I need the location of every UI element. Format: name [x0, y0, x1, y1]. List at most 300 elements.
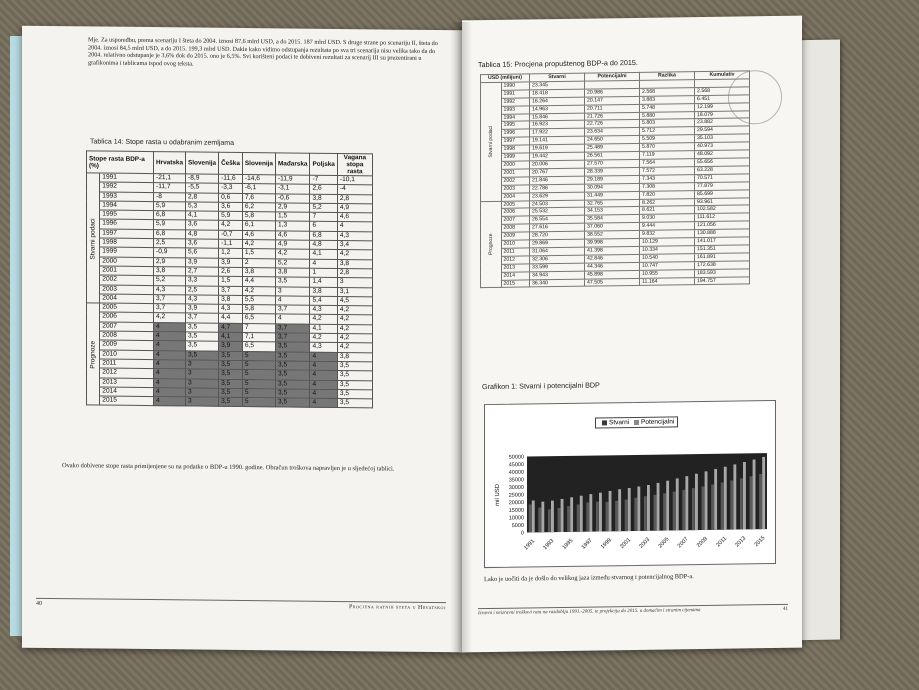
table-cell: -0,7: [219, 230, 243, 240]
table-cell: 3,7: [275, 324, 310, 334]
table-cell: 3,5: [275, 370, 310, 380]
table-cell: 7.308: [640, 182, 695, 191]
table-cell: 6,1: [242, 221, 275, 231]
table-cell: 5: [242, 398, 275, 408]
table-cell: 4: [310, 370, 337, 380]
table-cell: 3,8: [154, 267, 186, 277]
table-cell: 6: [310, 222, 337, 232]
table-cell: 5: [242, 351, 275, 361]
table-cell: 4,3: [337, 231, 372, 241]
table-cell: 2009: [100, 340, 154, 350]
table-cell: 20.711: [585, 104, 640, 113]
table-cell: 3,3: [186, 276, 219, 286]
legend-label-actual: Stvarni: [609, 419, 630, 427]
table-cell: 18.079: [695, 110, 750, 119]
table-cell: 6,8: [154, 211, 186, 221]
table-cell: 36.340: [530, 279, 585, 288]
table-cell: 4,4: [242, 277, 275, 287]
table-cell: 2009: [501, 232, 530, 240]
table-cell: 7.820: [640, 190, 695, 199]
table-cell: 4,2: [310, 315, 337, 325]
table-cell: -7: [310, 175, 337, 185]
table-cell: 9.832: [640, 230, 695, 239]
table-cell: 2014: [501, 272, 530, 280]
table-header-cell: Slovenija: [242, 153, 275, 175]
table-cell: 151.351: [695, 245, 750, 254]
table-cell: 3: [186, 378, 219, 388]
table-cell: 1991: [100, 173, 154, 183]
bar-actual: [644, 496, 647, 531]
table-cell: 25.489: [585, 144, 640, 153]
table-cell: 2,8: [186, 193, 219, 203]
table-cell: 3,7: [186, 313, 219, 323]
y-tick-label: 30000: [508, 484, 524, 492]
table-cell: 5.509: [640, 135, 695, 144]
table-cell: 2,7: [186, 267, 219, 277]
table-cell: 10.747: [640, 261, 695, 270]
table-cell: 7.572: [640, 167, 695, 176]
table-cell: -10,1: [337, 175, 372, 185]
table-cell: 6.451: [695, 95, 750, 104]
table-cell: 194.757: [695, 276, 750, 285]
table-cell: 5: [242, 379, 275, 389]
table-cell: 5,4: [310, 296, 337, 306]
intro-paragraph: Mje. Za uspoređbu, prema scenariju I šteta do 2004. iznosi 87,6 mlrd USD, a do 2015. 187 mlrd USD. S druge strane po scenariju II, šteta do 2004. iznosi 84,5 mlrd USD, a do 2015. 199,3 mlrd USD. Dakle kako vidimo odstupanja rezultata po sva tri scenarija nisu velika tako da do 2004. relativno odstupanje je 3,6% dok do 2015. ono je 6,5%. Svi korišteni podaci te dobiveni rezultati za scenarij III su prezentirani u grafikonima i tablicama ispod ovog teksta.: [88, 36, 438, 68]
bar-potential: [724, 467, 727, 530]
table-cell: 2008: [100, 331, 154, 341]
table-cell: 4,2: [337, 315, 372, 325]
table-cell: 5: [242, 360, 275, 370]
table-cell: 20.147: [585, 96, 640, 105]
x-tick-label: 1995: [561, 537, 575, 551]
table-15-caption: Tablica 15: Procjena propuštenog BDP-a do 2015.: [478, 57, 638, 70]
page-number-right: 41: [783, 606, 788, 612]
table-cell: -14,6: [242, 175, 275, 185]
table-cell: 3,5: [219, 351, 243, 361]
running-title: Procjena ratnih šteta u Hrvatskoj: [348, 604, 446, 612]
table-cell: 3,1: [337, 287, 372, 297]
table-cell: 183.593: [695, 269, 750, 278]
table-cell: 3: [337, 278, 372, 288]
table-cell: 6,8: [310, 231, 337, 241]
table-cell: 7,6: [242, 193, 275, 203]
table-cell: 3,9: [219, 258, 243, 268]
y-tick-label: 45000: [508, 462, 524, 469]
table-cell: 37.060: [585, 223, 640, 232]
table-cell: 4,2: [275, 249, 310, 259]
table-cell: 5,2: [310, 203, 337, 213]
table-cell: 1995: [501, 121, 530, 129]
table-cell: 2010: [501, 240, 530, 248]
table-cell: 3,5: [219, 360, 243, 370]
table-cell: 5.870: [640, 143, 695, 152]
table-cell: 4,2: [337, 306, 372, 316]
bar-potential: [580, 496, 583, 532]
table-cell: 3,8: [219, 295, 243, 305]
group-label-forecast: Prognoze: [481, 201, 502, 288]
bar-potential: [628, 488, 631, 531]
table-cell: 4,9: [275, 240, 310, 250]
table-cell: 4,2: [337, 324, 372, 334]
bar-actual: [750, 476, 753, 529]
table-cell: 48.092: [695, 150, 750, 159]
table-cell: 22.786: [530, 184, 585, 193]
table-cell: 28.720: [530, 231, 585, 240]
group-label-actual: Stvarni podaci: [481, 82, 502, 201]
table-cell: 21.726: [585, 112, 640, 121]
table-cell: 2,6: [310, 185, 337, 195]
growth-rates-table: [86, 150, 373, 408]
x-tick-label: 1997: [580, 537, 594, 551]
table-cell: 3,5: [186, 323, 219, 333]
table-cell: 7.564: [640, 159, 695, 168]
table-cell: 4: [275, 314, 310, 324]
table-cell: 3,8: [275, 268, 310, 278]
table-cell: 3,5: [186, 341, 219, 351]
table-cell: 4,3: [310, 343, 337, 353]
table-cell: 4,5: [337, 296, 372, 306]
x-tick-label: 2009: [695, 535, 709, 549]
table-cell: 3,8: [310, 287, 337, 297]
table-cell: 4,2: [154, 313, 186, 323]
table-cell: 5: [242, 370, 275, 380]
table-cell: 1995: [100, 210, 154, 220]
table-cell: 4,6: [275, 231, 310, 241]
table-cell: 23.629: [530, 192, 585, 201]
bar-actual: [663, 493, 666, 530]
table-cell: 47.505: [585, 278, 640, 287]
table-cell: 2001: [100, 266, 154, 276]
table-cell: 3,5: [337, 371, 372, 381]
table-cell: 5.712: [640, 127, 695, 136]
table-cell: 2005: [100, 303, 154, 313]
table-cell: -0,9: [154, 248, 186, 258]
table-cell: 3.883: [640, 95, 695, 104]
table-cell: 4,1: [310, 324, 337, 334]
table-cell: 26.561: [585, 151, 640, 160]
table-cell: 121.056: [695, 221, 750, 230]
table-cell: 2000: [100, 257, 154, 267]
table-cell: 2,5: [154, 239, 186, 249]
bar-actual: [606, 502, 609, 532]
table-cell: 18.418: [530, 89, 585, 98]
x-tick-label: 2011: [715, 535, 729, 549]
table-cell: 20.006: [530, 160, 585, 169]
table-cell: 1996: [501, 129, 530, 137]
table-cell: 77.879: [695, 182, 750, 191]
table-cell: 3,6: [186, 220, 219, 230]
bar-actual: [759, 474, 762, 529]
table-cell: 4,6: [242, 230, 275, 240]
table-cell: 4,2: [242, 240, 275, 250]
table-cell: 3,5: [337, 380, 372, 390]
table-cell: -5,5: [186, 183, 219, 193]
table-cell: 2.568: [695, 87, 750, 96]
table-cell: 1992: [501, 98, 530, 106]
table-cell: 6,8: [154, 229, 186, 239]
table-cell: 4: [310, 259, 337, 269]
bar-potential: [695, 474, 698, 530]
table-cell: -3,3: [219, 184, 243, 194]
bar-actual: [711, 484, 714, 529]
table-cell: 4,3: [186, 295, 219, 305]
table-cell: 3,5: [275, 398, 310, 408]
table-header-cell: Hrvatska: [154, 152, 186, 174]
table-cell: 34.943: [530, 271, 585, 280]
table-cell: 2004: [501, 193, 530, 201]
table-cell: 1991: [501, 90, 530, 98]
table-cell: 11.164: [640, 277, 695, 286]
table-cell: 3,7: [219, 286, 243, 296]
table-cell: 3: [186, 360, 219, 370]
bar-actual: [558, 508, 561, 532]
table-header-cell: Stope rasta BDP-a (%): [87, 151, 154, 174]
table-cell: 4: [310, 398, 337, 408]
x-tick-label: 1993: [542, 538, 556, 552]
bar-potential: [705, 471, 708, 530]
table-cell: 7.119: [640, 151, 695, 160]
bar-actual: [567, 506, 570, 532]
table-cell: 4,6: [337, 213, 372, 223]
table-cell: 3,5: [275, 342, 310, 352]
table-cell: 4: [337, 222, 372, 232]
table-cell: 4,3: [154, 285, 186, 295]
table-cell: 3,5: [219, 397, 243, 407]
table-cell: 4,2: [242, 286, 275, 296]
table-cell: 4: [154, 360, 186, 370]
table-cell: 2012: [100, 368, 154, 378]
table-cell: 3: [186, 397, 219, 407]
y-axis-label: mil USD: [495, 483, 501, 506]
table-header-cell: Vagana stopa rasta: [337, 153, 372, 175]
table-cell: 4: [154, 397, 186, 407]
x-tick-label: 2015: [753, 535, 767, 549]
bar-actual: [538, 508, 541, 533]
table-cell: 2008: [501, 224, 530, 232]
table-row: [87, 396, 373, 408]
table-cell: 44.346: [585, 262, 640, 271]
table-cell: 3,5: [275, 277, 310, 287]
table-cell: 5,3: [186, 202, 219, 212]
table-cell: 23.345: [530, 81, 585, 90]
table-cell: 14.963: [530, 105, 585, 114]
table-cell: 7: [310, 212, 337, 222]
bar-actual: [625, 499, 628, 531]
table-cell: 4: [310, 389, 337, 399]
table-cell: 55.656: [695, 158, 750, 167]
table-cell: 35.103: [695, 134, 750, 143]
table-cell: -11,6: [219, 174, 243, 184]
table-cell: 3,8: [242, 267, 275, 277]
table-cell: 23.634: [585, 128, 640, 137]
table-cell: 3,5: [219, 379, 243, 389]
table-cell: 4,7: [219, 323, 243, 333]
bar-actual: [673, 492, 676, 531]
table-cell: 3,7: [275, 305, 310, 315]
table-cell: 24.503: [530, 200, 585, 209]
x-tick-label: 2013: [734, 535, 748, 549]
table-cell: 4,1: [219, 332, 243, 342]
table-cell: 20.986: [585, 88, 640, 97]
table-cell: 29.869: [530, 239, 585, 248]
x-tick-label: 2007: [676, 536, 690, 550]
y-tick-label: 5000: [511, 522, 524, 530]
table-cell: 5,8: [242, 212, 275, 222]
right-page: [462, 16, 802, 653]
table-cell: 1999: [100, 247, 154, 257]
bar-actual: [596, 502, 599, 532]
table-cell: 5,5: [242, 295, 275, 305]
bar-potential: [532, 500, 535, 532]
table-cell: 34.153: [585, 207, 640, 216]
bar-potential: [743, 462, 746, 529]
table-header-cell: USD (milijuni): [481, 74, 530, 83]
table-cell: 3,8: [337, 259, 372, 269]
table-cell: 3,6: [186, 239, 219, 249]
table-header-cell: Češka: [219, 152, 243, 174]
table-cell: 141.017: [695, 237, 750, 246]
table-cell: 2,9: [154, 257, 186, 267]
bar-potential: [541, 502, 544, 533]
table-cell: 2013: [100, 378, 154, 388]
table-cell: 4: [310, 380, 337, 390]
table-cell: 10.955: [640, 269, 695, 278]
bar-potential: [685, 476, 688, 530]
bar-actual: [529, 504, 532, 532]
table-cell: 1,5: [242, 249, 275, 259]
table-cell: 7,1: [242, 333, 275, 343]
table-cell: 1,4: [310, 277, 337, 287]
table-cell: 1,3: [275, 221, 310, 231]
table-cell: -6,1: [242, 184, 275, 194]
table-cell: 1997: [100, 229, 154, 239]
table-header-cell: Potencijalni: [585, 72, 640, 81]
y-tick-label: 40000: [508, 469, 524, 476]
table-14-caption: Tablica 14: Stope rasta u odabranim zemljama: [90, 138, 234, 147]
right-footer-text: Izravni i neizravni troškovi rata na razdoblju 1991.-2005. te projekcija do 2015. u domaćim i stranim cijenama: [478, 608, 701, 617]
table-cell: 2005: [501, 200, 530, 208]
table-cell: 4,2: [310, 333, 337, 343]
table-cell: 39.998: [585, 238, 640, 247]
table-cell: 27.570: [585, 159, 640, 168]
table-cell: 4: [154, 332, 186, 342]
table-cell: 8.621: [640, 206, 695, 215]
table-cell: 4,1: [186, 211, 219, 221]
table-cell: 5: [242, 388, 275, 398]
y-tick-label: 50000: [508, 454, 524, 461]
bar-potential: [561, 499, 564, 532]
table-cell: 4,2: [337, 250, 372, 260]
table-cell: 3,9: [186, 258, 219, 268]
table-cell: 2,8: [337, 194, 372, 204]
table-cell: 7: [242, 323, 275, 333]
table-cell: 26.554: [530, 215, 585, 224]
chart-caption: Grafikon 1: Stvarni i potencijalni BDP: [482, 380, 600, 392]
table-cell: 63.228: [695, 166, 750, 175]
table-cell: 85.699: [695, 189, 750, 198]
legend-swatch-actual: [602, 420, 607, 425]
table-cell: 4,3: [310, 305, 337, 315]
y-tick-label: 20000: [508, 500, 524, 507]
table-cell: 2010: [100, 350, 154, 360]
table-cell: 0,6: [219, 193, 243, 203]
table-cell: 3,8: [310, 194, 337, 204]
table-cell: 3,5: [219, 369, 243, 379]
table-cell: 102.582: [695, 205, 750, 214]
table-cell: 31.064: [530, 247, 585, 256]
table-cell: 2003: [501, 185, 530, 193]
y-tick-label: 15000: [508, 507, 524, 514]
table-cell: 4,2: [337, 343, 372, 353]
table-cell: 20.767: [530, 168, 585, 177]
table-cell: 2006: [100, 312, 154, 322]
bar-potential: [733, 464, 736, 529]
bar-actual: [634, 498, 637, 531]
table-header-cell: Stvarni: [530, 73, 585, 82]
after-chart-paragraph: Lako je uočiti da je došlo do velikog jaza između stvarnog i potencijalnog BDP-a.: [484, 573, 694, 584]
group-label-forecast: Prognoze: [87, 303, 100, 405]
table-cell: 1992: [100, 182, 154, 192]
table-cell: 1993: [501, 106, 530, 114]
table-cell: 3,7: [275, 333, 310, 343]
table-cell: 4: [310, 361, 337, 371]
table-cell: 111.612: [695, 213, 750, 222]
bar-potential: [676, 478, 679, 530]
table-cell: 3,8: [337, 352, 372, 362]
table-cell: 28.339: [585, 167, 640, 176]
y-tick-label: 35000: [508, 477, 524, 484]
bar-actual: [577, 504, 580, 531]
table-cell: 1,5: [275, 212, 310, 222]
bar-potential: [589, 494, 592, 532]
table-cell: -11,7: [154, 183, 186, 193]
table-header-cell: Razlika: [640, 72, 695, 81]
table-cell: 32.765: [585, 199, 640, 208]
bar-potential: [618, 489, 621, 531]
bar-potential: [637, 487, 640, 531]
y-tick-label: 25000: [508, 492, 524, 499]
table-cell: 2013: [501, 264, 530, 272]
table-cell: 3,5: [275, 389, 310, 399]
table-cell: 2011: [501, 248, 530, 256]
table-cell: -3,1: [275, 184, 310, 194]
gdp-estimate-table: [480, 70, 750, 288]
table-cell: 2,9: [275, 203, 310, 213]
table-cell: 33.599: [530, 263, 585, 272]
table-cell: 4: [154, 322, 186, 332]
page-number-left: 40: [36, 600, 42, 607]
table-cell: 10.540: [640, 253, 695, 262]
table-cell: -4: [337, 185, 372, 195]
table-cell: 4: [310, 352, 337, 362]
table-cell: 19.619: [530, 144, 585, 153]
table-cell: 1: [310, 268, 337, 278]
table-cell: 2001: [501, 169, 530, 177]
table-cell: 3,5: [275, 379, 310, 389]
chart-legend: [595, 416, 678, 428]
table-cell: -8: [154, 192, 186, 202]
bar-potential: [762, 457, 765, 529]
table-cell: 5,6: [186, 248, 219, 258]
table-cell: 5.803: [640, 119, 695, 128]
table-cell: 6,2: [242, 202, 275, 212]
left-page: [22, 26, 462, 653]
x-tick-label: 2005: [657, 536, 671, 550]
table-cell: 3,5: [337, 361, 372, 371]
table-cell: 4,1: [310, 250, 337, 260]
bar-potential: [647, 485, 650, 531]
table-cell: 4: [154, 350, 186, 360]
